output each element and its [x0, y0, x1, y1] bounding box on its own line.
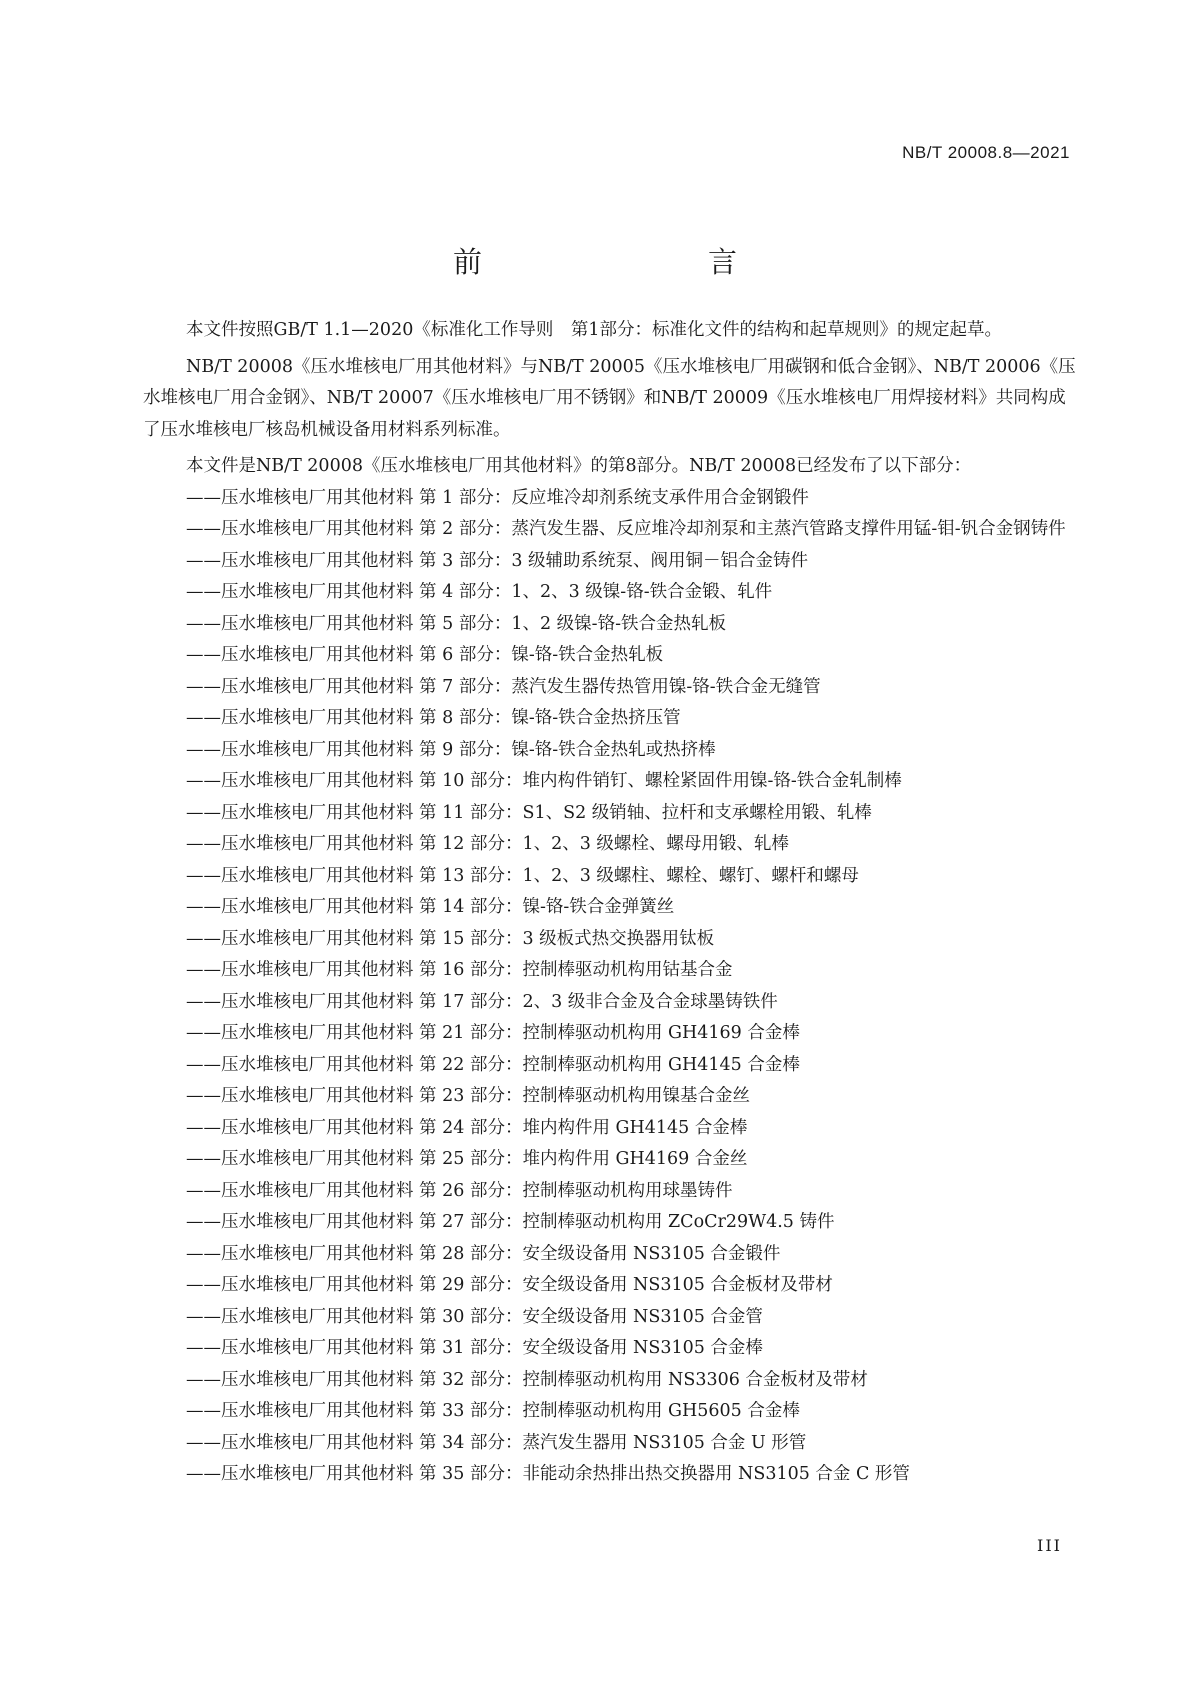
list-item: ——压水堆核电厂用其他材料 第 9 部分：镍-铬-铁合金热轧或热挤棒 [186, 739, 716, 760]
list-item: ——压水堆核电厂用其他材料 第 14 部分：镍-铬-铁合金弹簧丝 [186, 897, 675, 917]
list-item: ——压水堆核电厂用其他材料 第 32 部分：控制棒驱动机构用 NS3306 合金板材及带材 [186, 1369, 868, 1390]
list-item: ——压水堆核电厂用其他材料 第 31 部分：安全级设备用 NS3105 合金棒 [186, 1338, 763, 1358]
list-item: ——压水堆核电厂用其他材料 第 28 部分：安全级设备用 NS3105 合金锻件 [186, 1243, 781, 1264]
list-item: ——压水堆核电厂用其他材料 第 29 部分：安全级设备用 NS3105 合金板材及带材 [186, 1275, 833, 1295]
list-item: ——压水堆核电厂用其他材料 第 24 部分：堆内构件用 GH4145 合金棒 [186, 1117, 748, 1138]
list-item: ——压水堆核电厂用其他材料 第 7 部分：蒸汽发生器传热管用镍-铬-铁合金无缝管 [186, 676, 821, 697]
list-item: ——压水堆核电厂用其他材料 第 17 部分：2、3 级非合金及合金球墨铸铁件 [186, 991, 778, 1012]
list-item: ——压水堆核电厂用其他材料 第 8 部分：镍-铬-铁合金热挤压管 [186, 708, 681, 728]
published-parts-list [143, 483, 1078, 1491]
list-item: ——压水堆核电厂用其他材料 第 25 部分：堆内构件用 GH4169 合金丝 [186, 1149, 748, 1169]
paragraph-drafting-rules: 本文件按照GB/T 1.1—2020《标准化工作导则 第1部分：标准化文件的结构和起草规则》的规定起草。 [186, 320, 1002, 340]
foreword-body [143, 315, 1078, 1491]
list-item: ——压水堆核电厂用其他材料 第 34 部分：蒸汽发生器用 NS3105 合金 U 形管 [186, 1432, 807, 1453]
list-item: ——压水堆核电厂用其他材料 第 1 部分：反应堆冷却剂系统支承件用合金钢锻件 [186, 487, 809, 508]
list-item: ——压水堆核电厂用其他材料 第 10 部分：堆内构件销钉、螺栓紧固件用镍-铬-铁合金轧制棒 [186, 771, 902, 791]
list-item: ——压水堆核电厂用其他材料 第 30 部分：安全级设备用 NS3105 合金管 [186, 1306, 763, 1327]
list-item: ——压水堆核电厂用其他材料 第 23 部分：控制棒驱动机构用镍基合金丝 [186, 1086, 750, 1106]
list-item: ——压水堆核电厂用其他材料 第 35 部分：非能动余热排出热交换器用 NS3105 合金 C 形管 [186, 1464, 910, 1484]
list-item: ——压水堆核电厂用其他材料 第 11 部分：S1、S2 级销轴、拉杆和支承螺栓用锻、轧棒 [186, 802, 872, 823]
list-item: ——压水堆核电厂用其他材料 第 2 部分：蒸汽发生器、反应堆冷却剂泵和主蒸汽管路支撑件用锰-钼-钒合金钢铸件 [186, 519, 1066, 539]
list-item: ——压水堆核电厂用其他材料 第 22 部分：控制棒驱动机构用 GH4145 合金棒 [186, 1054, 800, 1075]
list-item: ——压水堆核电厂用其他材料 第 27 部分：控制棒驱动机构用 ZCoCr29W4.5 铸件 [186, 1212, 835, 1232]
page-number: III [1037, 1536, 1062, 1555]
paragraph-series-composition: NB/T 20008《压水堆核电厂用其他材料》与NB/T 20005《压水堆核电厂用碳钢和低合金钢》、NB/T 20006《压水堆核电厂用合金钢》、NB/T 20007《压水堆核电厂用不锈钢》和NB/T 20009《压水堆核电厂用焊接材料》共同构成了压水堆核电厂核岛机械设备用材料系列标准。 [143, 356, 1076, 440]
list-item: ——压水堆核电厂用其他材料 第 4 部分：1、2、3 级镍-铬-铁合金锻、轧件 [186, 582, 773, 602]
list-item: ——压水堆核电厂用其他材料 第 6 部分：镍-铬-铁合金热轧板 [186, 645, 664, 665]
list-item: ——压水堆核电厂用其他材料 第 21 部分：控制棒驱动机构用 GH4169 合金棒 [186, 1023, 800, 1043]
list-item: ——压水堆核电厂用其他材料 第 26 部分：控制棒驱动机构用球墨铸件 [186, 1180, 733, 1201]
list-item: ——压水堆核电厂用其他材料 第 12 部分：1、2、3 级螺栓、螺母用锻、轧棒 [186, 834, 789, 854]
list-item: ——压水堆核电厂用其他材料 第 33 部分：控制棒驱动机构用 GH5605 合金棒 [186, 1401, 800, 1421]
page-title: 前 言 [452, 245, 793, 279]
list-item: ——压水堆核电厂用其他材料 第 5 部分：1、2 级镍-铬-铁合金热轧板 [186, 613, 726, 634]
list-item: ——压水堆核电厂用其他材料 第 15 部分：3 级板式热交换器用钛板 [186, 928, 715, 949]
paragraph-part-intro: 本文件是NB/T 20008《压水堆核电厂用其他材料》的第8部分。NB/T 20008已经发布了以下部分： [186, 456, 972, 476]
list-item: ——压水堆核电厂用其他材料 第 3 部分：3 级辅助系统泵、阀用铜－铝合金铸件 [186, 550, 809, 571]
list-item: ——压水堆核电厂用其他材料 第 13 部分：1、2、3 级螺柱、螺栓、螺钉、螺杆和螺母 [186, 865, 859, 886]
standard-code-header: NB/T 20008.8—2021 [902, 143, 1070, 162]
list-item: ——压水堆核电厂用其他材料 第 16 部分：控制棒驱动机构用钴基合金 [186, 960, 733, 980]
